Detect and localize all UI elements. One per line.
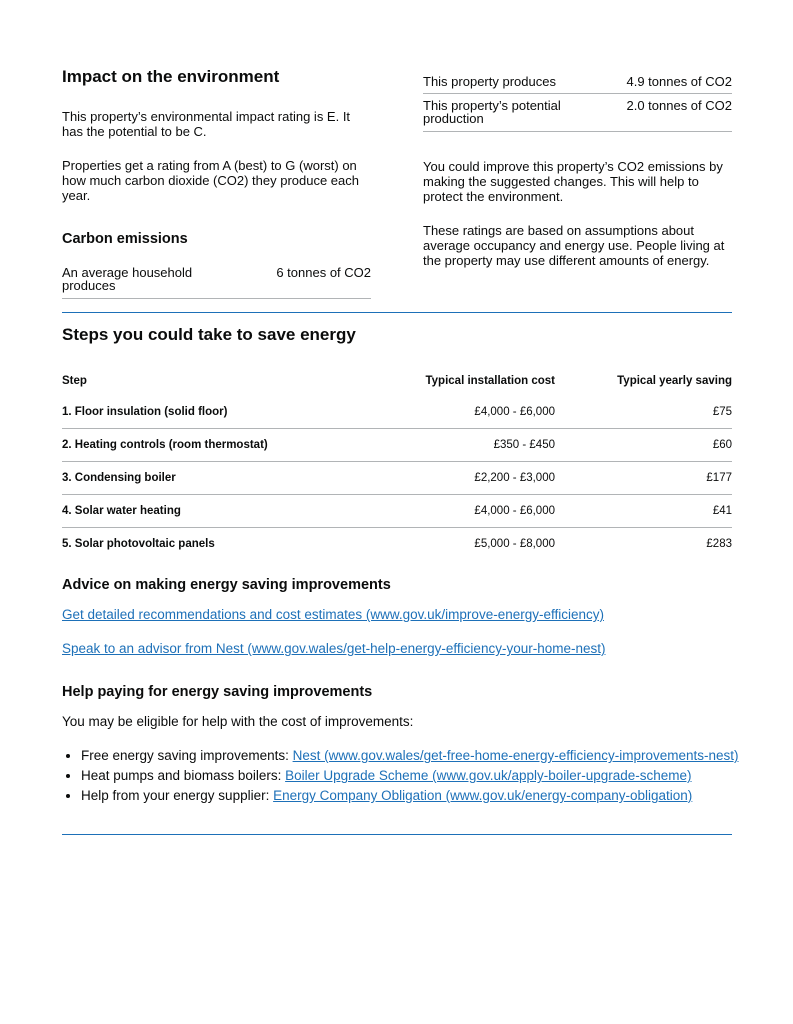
step-name: 2. Heating controls (room thermostat) [62, 429, 355, 462]
steps-header-row [62, 366, 732, 396]
step-cost: £4,000 - £6,000 [355, 495, 555, 528]
help-title: Help paying for energy saving improvements [62, 684, 373, 700]
help-list [62, 746, 741, 806]
step-saving: £75 [712, 406, 732, 418]
impact-title: Impact on the environment [62, 67, 280, 86]
table-row [62, 429, 732, 462]
potential-production-row [423, 99, 732, 132]
carbon-emissions-title: Carbon emissions [62, 231, 188, 247]
table-row [62, 528, 732, 561]
step-cost: £2,200 - £3,000 [355, 462, 555, 495]
step-cost: £5,000 - £8,000 [355, 528, 555, 561]
potential-value: 2.0 tonnes of CO2 [626, 98, 732, 113]
impact-rating-explain: Properties get a rating from A (best) to G (worst) on how much carbon dioxide (CO2) they produce each year. [62, 158, 359, 203]
list-item [81, 786, 741, 806]
produces-label: This property produces [423, 74, 556, 89]
table-row [62, 462, 732, 495]
assumptions-text: These ratings are based on assumptions about average occupancy and energy use. People living at the property may use different amounts of energy. [423, 223, 725, 268]
list-item [81, 746, 741, 766]
household-label: An average household produces [62, 265, 193, 293]
table-row [62, 396, 732, 429]
list-item [81, 766, 741, 786]
section-divider-bottom [62, 834, 732, 835]
improve-energy-efficiency-link[interactable]: Get detailed recommendations and cost estimates (www.gov.uk/improve-energy-efficiency) [62, 607, 604, 622]
energy-company-obligation-link[interactable]: Energy Company Obligation (www.gov.uk/energy-company-obligation) [273, 788, 693, 803]
improve-text: You could improve this property’s CO2 emissions by making the suggested changes. This will help to protect the environment. [423, 159, 723, 204]
step-cost: £4,000 - £6,000 [474, 406, 555, 418]
step-cost: £350 - £450 [355, 429, 555, 462]
household-emissions-row [62, 266, 371, 299]
steps-title: Steps you could take to save energy [62, 325, 356, 344]
cost-column-header: Typical installation cost [425, 375, 555, 387]
step-column-header: Step [62, 375, 87, 387]
step-saving: £177 [555, 462, 732, 495]
step-name: 5. Solar photovoltaic panels [62, 528, 355, 561]
property-produces-row [423, 75, 732, 94]
nest-improvements-link[interactable]: Nest (www.gov.wales/get-free-home-energy-efficiency-improvements-nest) [292, 748, 739, 763]
table-row [62, 495, 732, 528]
help-item-label: Heat pumps and biomass boilers: [81, 768, 286, 783]
steps-table [62, 366, 732, 560]
household-value: 6 tonnes of CO2 [276, 265, 371, 280]
boiler-upgrade-scheme-link[interactable]: Boiler Upgrade Scheme (www.gov.uk/apply-boiler-upgrade-scheme) [285, 768, 692, 783]
step-saving: £41 [555, 495, 732, 528]
step-name: 3. Condensing boiler [62, 462, 355, 495]
section-divider-top [62, 312, 732, 313]
help-item-label: Help from your energy supplier: [81, 788, 274, 803]
step-saving: £283 [555, 528, 732, 561]
impact-rating-text: This property’s environmental impact rating is E. It has the potential to be C. [62, 109, 351, 139]
produces-value: 4.9 tonnes of CO2 [626, 74, 732, 89]
advice-title: Advice on making energy saving improvements [62, 577, 391, 593]
step-name: 4. Solar water heating [62, 495, 355, 528]
help-item-label: Free energy saving improvements: [81, 748, 293, 763]
potential-label: This property’s potential production [423, 98, 561, 126]
step-name: 1. Floor insulation (solid floor) [62, 406, 228, 418]
help-intro: You may be eligible for help with the cost of improvements: [62, 714, 414, 729]
saving-column-header: Typical yearly saving [617, 375, 732, 387]
step-saving: £60 [555, 429, 732, 462]
nest-advisor-link[interactable]: Speak to an advisor from Nest (www.gov.wales/get-help-energy-efficiency-your-home-nest) [62, 641, 606, 656]
